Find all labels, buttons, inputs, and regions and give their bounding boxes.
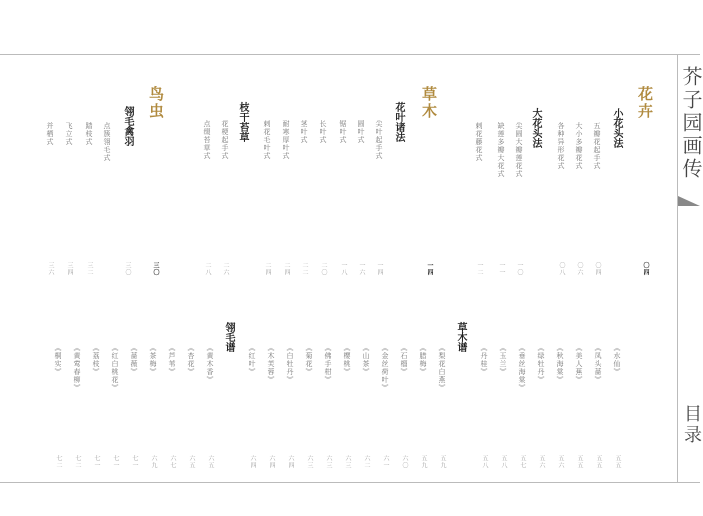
painting-page: 六五 — [207, 455, 214, 469]
toc-page: 二八 — [204, 262, 211, 276]
painting-item: 《菊花》 — [305, 344, 313, 376]
toc-page: 二六 — [222, 262, 229, 276]
painting-item: 《美人蕉》 — [575, 344, 583, 384]
toc-item: 踏枝式 — [85, 122, 93, 146]
category-caomu: 草木 — [420, 86, 438, 120]
top-border — [0, 54, 700, 55]
painting-page: 七二 — [55, 455, 62, 469]
section-zhigantaicao: 枝干苔草 — [237, 102, 248, 142]
painting-item: 《樱桃》 — [343, 344, 351, 376]
painting-item: 《垂丝海棠》 — [518, 344, 526, 392]
toc-item: 各种异形花式 — [557, 122, 565, 170]
toc-item: 茎叶式 — [300, 120, 308, 144]
painting-item: 《荔枝》 — [92, 344, 100, 376]
toc-item: 点缀苔草式 — [203, 120, 211, 160]
painting-page: 五八 — [481, 455, 488, 469]
painting-item: 《梨花白燕》 — [438, 344, 446, 392]
painting-item: 《山茶》 — [362, 344, 370, 376]
spine-line — [677, 54, 678, 482]
painting-page: 七一 — [93, 455, 100, 469]
toc-item: 五瓣花起手式 — [593, 122, 601, 170]
painting-item: 《绿牡丹》 — [537, 344, 545, 384]
toc-page: 二〇 — [320, 262, 327, 276]
toc-item: 缺莲多瓣大花式 — [497, 122, 505, 178]
section-lingmaoqinyu: 翎毛禽羽 — [122, 106, 133, 146]
painting-item: 《金丝荷叶》 — [381, 344, 389, 392]
book-subtitle: 目录 — [681, 404, 702, 446]
toc-page: 〇四 — [594, 262, 601, 276]
toc-page: 三二 — [86, 262, 93, 276]
toc-item: 尖圆大瓣莲花式 — [515, 122, 523, 178]
painting-item: 《玉兰》 — [499, 344, 507, 376]
painting-page: 七一 — [112, 455, 119, 469]
painting-item: 《红白桃花》 — [111, 344, 119, 392]
painting-item: 《秋海棠》 — [556, 344, 564, 384]
toc-item: 点簇翎毛式 — [103, 122, 111, 162]
toc-page: 一〇 — [516, 262, 523, 276]
painting-page: 五五 — [576, 455, 583, 469]
toc-page: 一六 — [358, 262, 365, 276]
painting-page: 五六 — [557, 455, 564, 469]
painting-page: 五八 — [500, 455, 507, 469]
category-huahui: 花卉 — [636, 86, 654, 120]
page-mark-huahui: 〇四 — [642, 262, 649, 276]
painting-item: 《芦苇》 — [168, 344, 176, 376]
painting-item: 《石榴》 — [400, 344, 408, 376]
painting-item: 《红叶》 — [248, 344, 256, 376]
toc-item: 花梗起手式 — [221, 120, 229, 160]
painting-item: 《丹桂》 — [480, 344, 488, 376]
painting-page: 六四 — [249, 455, 256, 469]
section-dahuatoufa: 大花头法 — [530, 108, 541, 148]
painting-page: 六一 — [382, 455, 389, 469]
toc-item: 飞立式 — [65, 122, 73, 146]
page-mark-caomu: 一四 — [426, 262, 433, 276]
toc-page: 二四 — [264, 262, 271, 276]
painting-page: 六四 — [287, 455, 294, 469]
painting-page: 六五 — [188, 455, 195, 469]
page-mark-niaochong: 三〇 — [152, 262, 159, 276]
toc-item: 尖叶起手式 — [375, 120, 383, 160]
section-huayezhufa: 花叶诸法 — [393, 102, 404, 142]
toc-page: 二四 — [283, 262, 290, 276]
painting-page: 六三 — [325, 455, 332, 469]
painting-item: 《桐实》 — [54, 344, 62, 376]
painting-item: 《凤头蔷》 — [594, 344, 602, 384]
painting-item: 《腊梅》 — [419, 344, 427, 376]
painting-page: 六四 — [268, 455, 275, 469]
painting-item: 《白牡丹》 — [286, 344, 294, 384]
toc-page: 二二 — [301, 262, 308, 276]
painting-page: 六〇 — [401, 455, 408, 469]
bottom-border — [0, 482, 700, 483]
painting-item: 《黄莺春柳》 — [73, 344, 81, 392]
painting-page: 五九 — [420, 455, 427, 469]
section-caomupu: 草木谱 — [455, 322, 466, 352]
toc-item: 大小多瓣花式 — [575, 122, 583, 170]
painting-page: 七一 — [131, 455, 138, 469]
painting-page: 六九 — [150, 455, 157, 469]
painting-item: 《茶梅》 — [149, 344, 157, 376]
toc-page: 〇八 — [558, 262, 565, 276]
section-xiaohuatoufa: 小花头法 — [611, 108, 622, 148]
toc-page: 〇六 — [576, 262, 583, 276]
toc-page: 一四 — [376, 262, 383, 276]
painting-page: 六三 — [344, 455, 351, 469]
toc-item: 刺花毛叶式 — [263, 120, 271, 160]
toc-item: 刺花藤花式 — [475, 122, 483, 162]
painting-item: 《黄木香》 — [206, 344, 214, 384]
painting-page: 六二 — [363, 455, 370, 469]
painting-item: 《水仙》 — [613, 344, 621, 376]
painting-page: 五六 — [538, 455, 545, 469]
toc-page: 三六 — [47, 262, 54, 276]
painting-page: 七二 — [74, 455, 81, 469]
painting-page: 五五 — [614, 455, 621, 469]
toc-page: 一八 — [340, 262, 347, 276]
painting-page: 六三 — [306, 455, 313, 469]
section-lingmaopu: 翎毛谱 — [223, 322, 234, 352]
painting-item: 《木芙蓉》 — [267, 344, 275, 384]
toc-page: 三四 — [66, 262, 73, 276]
toc-page: 一一 — [498, 262, 505, 276]
category-niaochong: 鸟虫 — [147, 86, 165, 120]
painting-item: 《蔷薇》 — [130, 344, 138, 376]
toc-item: 圆叶式 — [357, 120, 365, 144]
toc-item: 锯叶式 — [339, 120, 347, 144]
spine-wedge — [678, 196, 700, 206]
painting-page: 五七 — [519, 455, 526, 469]
painting-page: 五五 — [595, 455, 602, 469]
book-title: 芥子园画传 — [679, 66, 703, 181]
toc-page: 一二 — [476, 262, 483, 276]
toc-item: 并栖式 — [46, 122, 54, 146]
painting-item: 《杏花》 — [187, 344, 195, 376]
toc-item: 长叶式 — [319, 120, 327, 144]
painting-page: 五九 — [439, 455, 446, 469]
toc-item: 耐寒厚叶式 — [282, 120, 290, 160]
toc-page: 三〇 — [124, 262, 131, 276]
painting-item: 《佛手柑》 — [324, 344, 332, 384]
painting-page: 六七 — [169, 455, 176, 469]
